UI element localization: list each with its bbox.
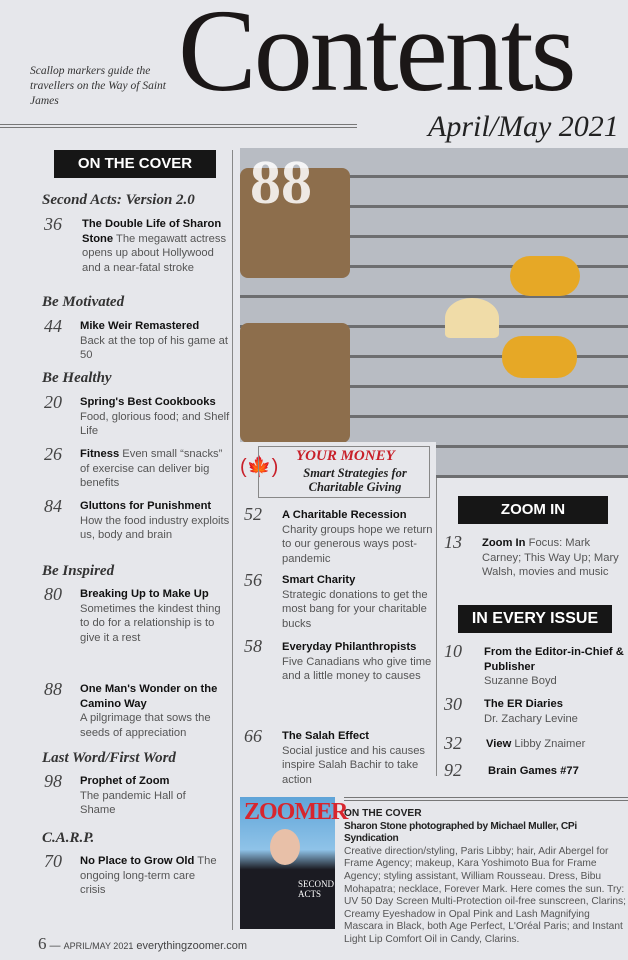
entry-desc: The ongoing long-term care crisis [80, 855, 217, 896]
section-heading: C.A.R.P. [42, 830, 95, 846]
on-the-cover-heading: ON THE COVER [54, 150, 216, 178]
entry-title: Zoom In [482, 537, 526, 549]
zoom-in-heading: ZOOM IN [458, 496, 608, 524]
cover-credit-headline: Sharon Stone photographed by Michael Muller, CPi Syndication [344, 820, 577, 845]
page-number: 58 [244, 636, 262, 656]
section-heading: Second Acts: Version 2.0 [42, 192, 195, 208]
shoe-right-bottom [502, 336, 577, 378]
photo-page-number: 88 [250, 149, 312, 217]
entry-desc: Suzanne Boyd [484, 675, 557, 687]
page-number: 30 [444, 694, 462, 714]
page-number: 32 [444, 733, 462, 753]
divider [344, 797, 628, 801]
shoe-right-top [510, 256, 580, 296]
page-number: 56 [244, 570, 262, 590]
entry-desc: A pilgrimage that sows the seeds of appreciation [80, 712, 211, 739]
scallop-shell-icon [445, 298, 499, 338]
page-number: 13 [444, 532, 462, 552]
toc-entry[interactable] [80, 774, 200, 818]
entry-desc: Five Canadians who give time and a little money to causes [282, 655, 432, 682]
footer-issue: APRIL/MAY 2021 [63, 941, 134, 951]
your-money-title: YOUR MONEY [296, 448, 395, 464]
page-number: 92 [444, 760, 462, 780]
entry-title: The ER Diaries [484, 698, 563, 710]
entry-desc: The pandemic Hall of Shame [80, 789, 186, 816]
page-title: Contents [178, 0, 574, 116]
entry-desc: Dr. Zachary Levine [484, 712, 578, 725]
entry-desc: Even small “snacks” of exercise can deliver big benefits [80, 448, 223, 489]
toc-entry[interactable] [80, 854, 220, 898]
entry-desc: Charity groups hope we return to our generous ways post-pandemic [282, 523, 433, 565]
cover-text: SECOND ACTS [298, 879, 335, 899]
entry-title: The Salah Effect [282, 730, 370, 742]
entry-title: No Place to Grow Old [80, 855, 195, 867]
magazine-cover-thumbnail[interactable] [240, 797, 348, 929]
every-issue-heading: IN EVERY ISSUE [458, 605, 612, 633]
entry-title: Fitness [80, 448, 120, 460]
column-divider [436, 478, 437, 776]
divider [0, 124, 357, 128]
toc-entry[interactable] [282, 508, 434, 566]
page-number: 70 [44, 851, 62, 871]
page-number: 84 [44, 496, 62, 516]
toc-entry[interactable] [80, 395, 230, 439]
your-money-subtitle: Smart Strategies for Charitable Giving [303, 466, 407, 494]
entry-title: Breaking Up to Make Up [80, 588, 209, 600]
entry-title: Mike Weir Remastered [80, 320, 200, 332]
toc-entry[interactable] [488, 764, 626, 779]
column-divider [232, 150, 233, 930]
cover-credit-label: ON THE COVER [344, 808, 422, 819]
page-number: 88 [44, 679, 62, 699]
maple-leaf-icon: (🍁) [240, 456, 279, 478]
section-heading: Be Motivated [42, 294, 125, 310]
toc-entry[interactable] [282, 640, 434, 684]
cover-credit [344, 808, 626, 947]
page-number: 52 [244, 504, 262, 524]
toc-entry[interactable] [80, 319, 230, 363]
entry-title: Smart Charity [282, 574, 356, 586]
toc-entry[interactable] [80, 587, 230, 645]
section-heading: Be Healthy [42, 370, 112, 386]
cover-logo: ZOOMER [244, 799, 348, 825]
entry-desc: How the food industry exploits us, body and brain [80, 514, 230, 541]
toc-entry[interactable] [482, 536, 624, 580]
toc-entry[interactable] [80, 499, 230, 543]
entry-title: The Double Life of Sharon Stone [82, 218, 222, 245]
entry-desc: Back at the top of his game at 50 [80, 334, 229, 361]
entry-desc: Libby Znaimer [514, 738, 586, 750]
page-number: 66 [244, 726, 262, 746]
issue-date: April/May 2021 [428, 110, 619, 143]
page-number: 36 [44, 214, 62, 234]
entry-desc: Food, glorious food; and Shelf Life [80, 410, 230, 437]
section-heading: Last Word/First Word [42, 750, 176, 766]
section-heading: Be Inspired [42, 563, 115, 579]
toc-entry[interactable] [80, 682, 230, 740]
entry-title: Brain Games #77 [488, 765, 579, 777]
footer-site[interactable]: everythingzoomer.com [136, 940, 248, 952]
cover-face [270, 829, 300, 865]
toc-entry[interactable] [282, 729, 434, 787]
entry-title: A Charitable Recession [282, 509, 407, 521]
toc-entry[interactable] [484, 697, 624, 726]
toc-entry[interactable] [484, 645, 624, 689]
cover-photo-cobblestones [240, 148, 628, 478]
toc-entry[interactable] [486, 737, 626, 752]
entry-desc: Sometimes the kindest thing to do for a relationship is to give it a rest [80, 602, 221, 644]
page-number: 20 [44, 392, 62, 412]
entry-title: Gluttons for Punishment [80, 500, 212, 512]
page-number: 80 [44, 584, 62, 604]
entry-title: One Man's Wonder on the Camino Way [80, 683, 218, 710]
page-number: 26 [44, 444, 62, 464]
page-number: 10 [444, 641, 462, 661]
toc-entry[interactable] [82, 217, 230, 275]
cover-credit-body: Creative direction/styling, Paris Libby; hair, Adir Abergel for Frame Agency; makeup, Kara Yoshimoto Bua for Frame Agency; styling assistant, William Rousseau. Dress, Bibu Mohapatra; necklace, Forever Mark. Here comes the sun. Try: UV 50 Day Screen Multi-Protection oil-free sunscreen, Clarins; Creamy Eyeshadow in Opal Pink and Lash Magnifying Mascara in Black, both Age Perfect, L'Oréal Paris; and Instant Light Lip Comfort Oil in Candy, Clarins. [344, 845, 626, 945]
photo-caption: Scallop markers guide the travellers on the Way of Saint James [30, 65, 166, 107]
entry-title: From the Editor-in-Chief & Publisher [484, 646, 624, 673]
toc-entry[interactable] [80, 447, 230, 491]
leg-left-bottom [240, 323, 350, 443]
entry-title: Spring's Best Cookbooks [80, 396, 216, 408]
toc-entry[interactable] [282, 573, 434, 631]
entry-title: View [486, 738, 512, 750]
footer: 6 — APRIL/MAY 2021 everythingzoomer.com [38, 934, 248, 953]
entry-desc: The megawatt actress opens up about Hollywood and a near-fatal stroke [82, 232, 227, 274]
page-number: 98 [44, 771, 62, 791]
folio: 6 [38, 934, 47, 953]
entry-title: Prophet of Zoom [80, 775, 170, 787]
entry-desc: Strategic donations to get the most bang for your charitable bucks [282, 588, 428, 630]
page-number: 44 [44, 316, 62, 336]
entry-title: Everyday Philanthropists [282, 641, 417, 653]
entry-desc: Social justice and his causes inspire Salah Bachir to take action [282, 744, 426, 786]
your-money-panel [236, 442, 436, 500]
entry-desc: Focus: Mark Carney; This Way Up; Mary Walsh, movies and music [482, 537, 619, 578]
